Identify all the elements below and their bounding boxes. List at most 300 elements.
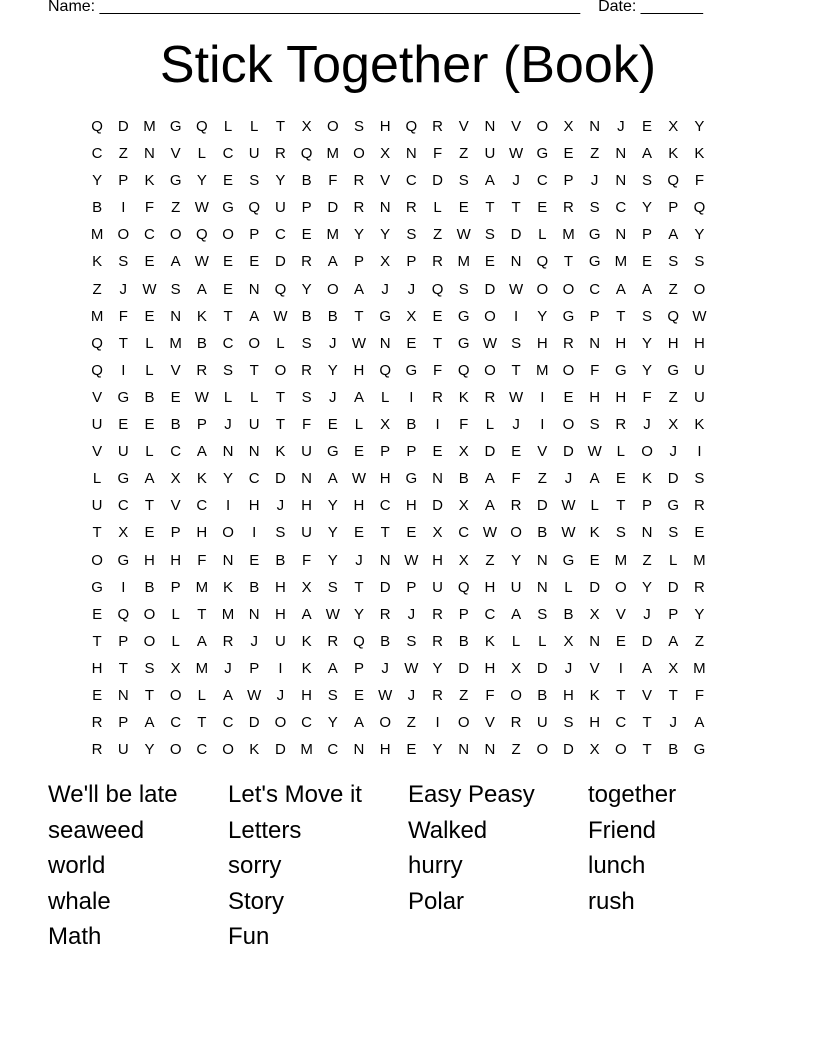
grid-letter: P	[406, 578, 417, 596]
grid-letter: L	[669, 551, 678, 569]
grid-letter: X	[511, 659, 522, 677]
grid-letter: G	[457, 307, 470, 325]
grid-letter: T	[380, 524, 390, 542]
grid-letter: L	[616, 443, 626, 461]
header-fields	[48, 0, 703, 17]
grid-letter: Q	[91, 118, 103, 135]
grid-letter: J	[643, 605, 651, 623]
grid-letter: B	[458, 632, 469, 650]
grid-letter: A	[196, 280, 207, 298]
grid-letter: L	[145, 443, 154, 461]
grid-letter: H	[301, 686, 313, 704]
grid-letter: X	[563, 118, 574, 135]
grid-letter: R	[405, 199, 417, 217]
grid-letter: N	[536, 578, 548, 596]
grid-letter: M	[169, 334, 182, 352]
grid-letter: G	[91, 578, 103, 596]
grid-letter: Y	[327, 361, 338, 379]
grid-letter: T	[144, 686, 155, 704]
grid-letter: C	[484, 605, 496, 623]
grid-letter: M	[143, 118, 156, 135]
grid-letter: F	[432, 361, 443, 379]
grid-letter: R	[196, 361, 208, 379]
grid-letter: K	[92, 253, 103, 271]
grid-letter: S	[694, 253, 705, 271]
grid-letter: K	[589, 524, 600, 542]
grid-letter: I	[121, 361, 126, 379]
grid-letter: R	[222, 632, 234, 650]
grid-letter: H	[379, 741, 391, 759]
grid-letter: I	[697, 443, 702, 461]
grid-letter: R	[353, 172, 365, 190]
grid-letter: V	[589, 659, 600, 677]
grid-letter: B	[563, 605, 574, 623]
grid-letter: G	[588, 226, 601, 244]
grid-letter: J	[119, 280, 128, 298]
grid-letter: H	[667, 334, 679, 352]
grid-letter: T	[197, 605, 207, 623]
grid-letter: N	[589, 632, 601, 650]
grid-letter: Q	[379, 361, 391, 379]
grid-letter: T	[616, 686, 626, 704]
grid-letter: C	[196, 497, 208, 515]
grid-letter: A	[694, 714, 705, 732]
grid-letter: O	[536, 280, 549, 298]
grid-letter: R	[91, 714, 103, 732]
grid-letter: F	[694, 686, 704, 704]
grid-letter: D	[536, 497, 548, 515]
grid-letter: C	[589, 280, 601, 298]
grid-letter: S	[589, 199, 600, 217]
grid-letter: E	[170, 388, 181, 406]
grid-letter: X	[563, 632, 574, 650]
grid-letter: J	[224, 659, 232, 677]
grid-letter: J	[590, 172, 599, 190]
grid-letter: Q	[667, 172, 680, 190]
grid-letter: Q	[274, 280, 287, 298]
grid-letter: E	[118, 416, 129, 434]
grid-letter: F	[144, 199, 155, 217]
grid-letter: X	[301, 578, 312, 596]
grid-letter: H	[615, 388, 627, 406]
grid-letter: J	[355, 551, 363, 569]
grid-letter: O	[91, 551, 103, 569]
grid-letter: X	[589, 741, 600, 759]
grid-letter: D	[327, 199, 339, 217]
grid-letter: W	[509, 145, 524, 163]
word-bank-item: Easy Peasy	[408, 781, 535, 808]
grid-letter: T	[118, 659, 128, 677]
grid-letter: W	[692, 307, 707, 325]
letter-grid	[84, 113, 713, 763]
grid-letter: O	[169, 226, 182, 244]
grid-letter: N	[589, 334, 601, 352]
grid-letter: Y	[223, 470, 234, 488]
grid-letter: C	[91, 145, 103, 163]
grid-letter: L	[538, 226, 547, 244]
grid-letter: O	[562, 361, 575, 379]
grid-letter: Q	[196, 118, 208, 135]
grid-letter: D	[432, 497, 443, 515]
grid-letter: E	[223, 280, 234, 298]
grid-letter: N	[248, 280, 260, 298]
grid-letter: Y	[327, 524, 338, 542]
grid-letter: E	[353, 686, 364, 704]
grid-letter: P	[380, 443, 391, 461]
grid-letter: A	[249, 307, 260, 325]
grid-letter: H	[589, 714, 601, 732]
grid-letter: U	[484, 145, 496, 163]
grid-letter: B	[275, 551, 286, 569]
grid-letter: Y	[511, 551, 522, 569]
grid-letter: G	[326, 443, 339, 461]
grid-letter: K	[668, 145, 679, 163]
grid-letter: A	[353, 388, 364, 406]
grid-letter: X	[301, 118, 312, 135]
grid-letter: Y	[196, 172, 207, 190]
grid-letter: P	[301, 199, 312, 217]
grid-letter: Y	[301, 280, 312, 298]
grid-letter: I	[278, 659, 283, 677]
grid-letter: M	[326, 226, 340, 244]
grid-letter: E	[301, 226, 312, 244]
grid-letter: L	[380, 388, 390, 406]
grid-letter: C	[196, 741, 208, 759]
grid-letter: F	[118, 307, 128, 325]
grid-letter: H	[170, 551, 182, 569]
word-bank-item: world	[48, 852, 106, 880]
grid-letter: N	[589, 118, 601, 135]
grid-letter: J	[224, 416, 232, 434]
grid-letter: Y	[432, 659, 443, 677]
grid-letter: U	[432, 578, 443, 596]
grid-letter: C	[327, 741, 339, 759]
grid-letter: H	[353, 497, 365, 515]
grid-letter: O	[326, 280, 339, 298]
grid-letter: N	[510, 253, 522, 271]
grid-letter: E	[144, 307, 155, 325]
word-bank-item: Letters	[228, 816, 302, 844]
grid-letter: K	[458, 388, 469, 406]
word-bank-item: Walked	[408, 816, 488, 844]
grid-letter: R	[91, 741, 103, 759]
word-bank-item: We'll be late	[48, 781, 178, 808]
grid-letter: E	[406, 524, 417, 542]
grid-letter: Y	[642, 361, 653, 379]
grid-letter: T	[563, 253, 574, 271]
grid-letter: Z	[668, 280, 678, 298]
grid-letter: B	[537, 686, 548, 704]
grid-letter: E	[484, 253, 495, 271]
grid-letter: M	[300, 741, 313, 759]
grid-letter: T	[92, 524, 102, 542]
grid-letter: J	[329, 388, 337, 406]
grid-letter: S	[249, 172, 260, 190]
grid-letter: C	[222, 714, 234, 732]
grid-letter: S	[589, 416, 600, 434]
grid-letter: T	[668, 686, 678, 704]
grid-letter: N	[458, 741, 470, 759]
grid-letter: J	[276, 497, 285, 515]
grid-letter: X	[458, 443, 469, 461]
grid-letter: T	[354, 578, 364, 596]
grid-letter: B	[144, 578, 155, 596]
grid-letter: B	[92, 199, 103, 217]
grid-letter: R	[432, 686, 443, 704]
grid-letter: A	[615, 280, 626, 298]
grid-letter: N	[379, 199, 391, 217]
grid-letter: I	[252, 524, 257, 542]
grid-letter: X	[668, 118, 679, 135]
grid-letter: O	[484, 361, 496, 379]
grid-letter: P	[118, 632, 129, 650]
grid-letter: A	[642, 280, 653, 298]
grid-letter: U	[91, 416, 103, 434]
grid-letter: Z	[590, 145, 600, 163]
grid-letter: S	[668, 524, 679, 542]
grid-letter: Y	[353, 605, 364, 623]
grid-letter: Q	[300, 145, 313, 163]
word-bank-item: rush	[588, 887, 635, 915]
grid-letter: O	[143, 605, 156, 623]
grid-letter: X	[380, 253, 391, 271]
grid-letter: E	[249, 551, 260, 569]
grid-letter: K	[196, 307, 207, 325]
grid-letter: I	[121, 578, 126, 596]
grid-letter: Z	[459, 145, 469, 163]
grid-letter: E	[353, 524, 364, 542]
grid-letter: O	[457, 714, 470, 732]
grid-letter: X	[406, 307, 417, 325]
grid-letter: F	[302, 416, 312, 434]
grid-letter: H	[432, 551, 443, 569]
word-bank-item: Polar	[408, 887, 465, 915]
grid-letter: A	[196, 632, 207, 650]
grid-letter: M	[693, 551, 706, 569]
grid-letter: Y	[353, 226, 364, 244]
grid-letter: X	[668, 659, 679, 677]
grid-letter: S	[458, 280, 469, 298]
grid-letter: Q	[431, 280, 444, 298]
grid-letter: D	[432, 172, 443, 190]
grid-letter: R	[432, 632, 443, 650]
grid-letter: R	[274, 145, 286, 163]
word-bank-item: Let's Move it	[228, 781, 362, 808]
grid-letter: J	[669, 443, 677, 461]
page-title: Stick Together (Book)	[159, 36, 657, 94]
grid-letter: T	[144, 497, 155, 515]
grid-letter: B	[301, 172, 312, 190]
grid-letter: U	[301, 524, 313, 542]
grid-letter: X	[589, 605, 600, 623]
grid-letter: L	[354, 416, 364, 434]
grid-letter: O	[248, 334, 261, 352]
grid-letter: P	[118, 172, 129, 190]
grid-letter: Y	[275, 172, 286, 190]
grid-letter: N	[117, 686, 129, 704]
grid-letter: P	[589, 307, 600, 325]
grid-letter: H	[379, 470, 391, 488]
grid-letter: I	[514, 307, 519, 325]
grid-letter: C	[379, 497, 391, 515]
grid-letter: A	[484, 470, 495, 488]
grid-letter: Z	[92, 280, 102, 298]
grid-letter: X	[458, 551, 469, 569]
grid-letter: U	[274, 199, 286, 217]
grid-letter: D	[484, 280, 496, 298]
grid-letter: M	[195, 659, 209, 677]
grid-letter: N	[248, 605, 260, 623]
grid-letter: W	[194, 388, 209, 406]
grid-letter: D	[274, 741, 286, 759]
grid-letter: S	[615, 524, 626, 542]
grid-letter: A	[223, 686, 234, 704]
grid-letter: M	[614, 253, 628, 271]
grid-letter: H	[353, 361, 365, 379]
grid-letter: K	[484, 632, 495, 650]
grid-letter: A	[511, 605, 522, 623]
grid-letter: Z	[537, 470, 547, 488]
grid-letter: O	[143, 632, 156, 650]
grid-letter: M	[562, 226, 575, 244]
grid-letter: X	[432, 524, 443, 542]
grid-letter: M	[457, 253, 470, 271]
grid-letter: L	[223, 118, 233, 135]
grid-letter: Y	[642, 199, 653, 217]
grid-letter: H	[563, 686, 574, 704]
grid-letter: V	[511, 118, 522, 135]
grid-letter: Y	[642, 334, 653, 352]
grid-letter: W	[587, 443, 602, 461]
grid-letter: J	[276, 686, 285, 704]
grid-letter: E	[144, 524, 155, 542]
grid-letter: S	[511, 334, 522, 352]
grid-letter: D	[248, 714, 260, 732]
grid-letter: J	[512, 172, 520, 190]
grid-letter: H	[274, 578, 286, 596]
grid-letter: Q	[91, 361, 103, 379]
grid-letter: Q	[117, 605, 130, 623]
grid-letter: D	[274, 253, 286, 271]
grid-letter: U	[536, 714, 548, 732]
grid-letter: S	[694, 470, 705, 488]
grid-letter: A	[144, 470, 155, 488]
grid-letter: S	[353, 118, 364, 135]
grid-letter: N	[432, 470, 443, 488]
grid-letter: A	[144, 714, 155, 732]
grid-letter: X	[118, 524, 129, 542]
grid-letter: V	[458, 118, 469, 135]
grid-letter: E	[615, 470, 626, 488]
grid-letter: I	[409, 388, 414, 406]
grid-letter: E	[327, 416, 338, 434]
grid-letter: O	[117, 226, 130, 244]
grid-letter: C	[301, 714, 313, 732]
grid-letter: D	[484, 443, 496, 461]
grid-letter: S	[301, 388, 312, 406]
grid-letter: N	[641, 524, 653, 542]
grid-letter: A	[327, 470, 338, 488]
word-bank	[48, 777, 768, 955]
grid-letter: S	[275, 524, 286, 542]
grid-letter: Y	[144, 741, 155, 759]
grid-letter: A	[353, 714, 364, 732]
grid-letter: F	[694, 172, 704, 190]
grid-letter: B	[196, 334, 207, 352]
grid-letter: R	[432, 388, 443, 406]
grid-letter: V	[615, 605, 626, 623]
grid-letter: I	[121, 199, 126, 217]
grid-letter: N	[379, 551, 391, 569]
grid-letter: J	[617, 118, 625, 135]
grid-letter: G	[379, 307, 391, 325]
grid-letter: O	[510, 524, 522, 542]
grid-letter: W	[456, 226, 471, 244]
grid-letter: W	[194, 253, 209, 271]
grid-letter: N	[615, 226, 627, 244]
grid-letter: A	[196, 443, 207, 461]
word-bank-item: whale	[48, 887, 111, 915]
grid-letter: T	[354, 307, 364, 325]
grid-letter: Y	[694, 118, 705, 135]
grid-letter: B	[668, 741, 679, 759]
grid-letter: C	[170, 443, 182, 461]
grid-letter: K	[589, 686, 600, 704]
grid-letter: C	[144, 226, 155, 244]
grid-letter: S	[327, 686, 338, 704]
grid-letter: T	[642, 741, 652, 759]
grid-letter: J	[407, 686, 416, 704]
grid-letter: N	[615, 145, 627, 163]
grid-letter: G	[405, 470, 418, 488]
grid-letter: L	[511, 632, 521, 650]
grid-letter: Q	[693, 199, 706, 217]
grid-letter: T	[642, 714, 652, 732]
grid-letter: M	[221, 605, 235, 623]
grid-letter: W	[482, 524, 497, 542]
grid-letter: R	[615, 416, 627, 434]
grid-letter: T	[275, 388, 285, 406]
grid-letter: H	[274, 605, 286, 623]
grid-letter: D	[589, 578, 601, 596]
grid-letter: J	[669, 714, 677, 732]
grid-letter: O	[169, 686, 182, 704]
grid-letter: H	[91, 659, 103, 677]
grid-letter: T	[249, 361, 259, 379]
grid-letter: D	[667, 470, 679, 488]
grid-letter: W	[351, 334, 367, 352]
grid-letter: O	[222, 741, 234, 759]
grid-letter: Y	[537, 307, 548, 325]
grid-letter: C	[222, 334, 234, 352]
grid-letter: V	[484, 714, 495, 732]
grid-letter: H	[536, 334, 548, 352]
word-bank-item: together	[588, 781, 677, 808]
grid-letter: Y	[694, 605, 705, 623]
grid-letter: H	[484, 659, 496, 677]
grid-letter: P	[642, 497, 653, 515]
word-bank-item: lunch	[588, 852, 646, 880]
grid-letter: L	[223, 388, 233, 406]
grid-letter: G	[693, 741, 706, 759]
grid-letter: U	[248, 145, 260, 163]
grid-letter: Z	[511, 741, 521, 759]
grid-letter: R	[432, 118, 443, 135]
grid-letter: Y	[432, 741, 443, 759]
grid-letter: E	[642, 253, 653, 271]
grid-letter: Z	[432, 226, 443, 244]
grid-letter: Z	[694, 632, 704, 650]
